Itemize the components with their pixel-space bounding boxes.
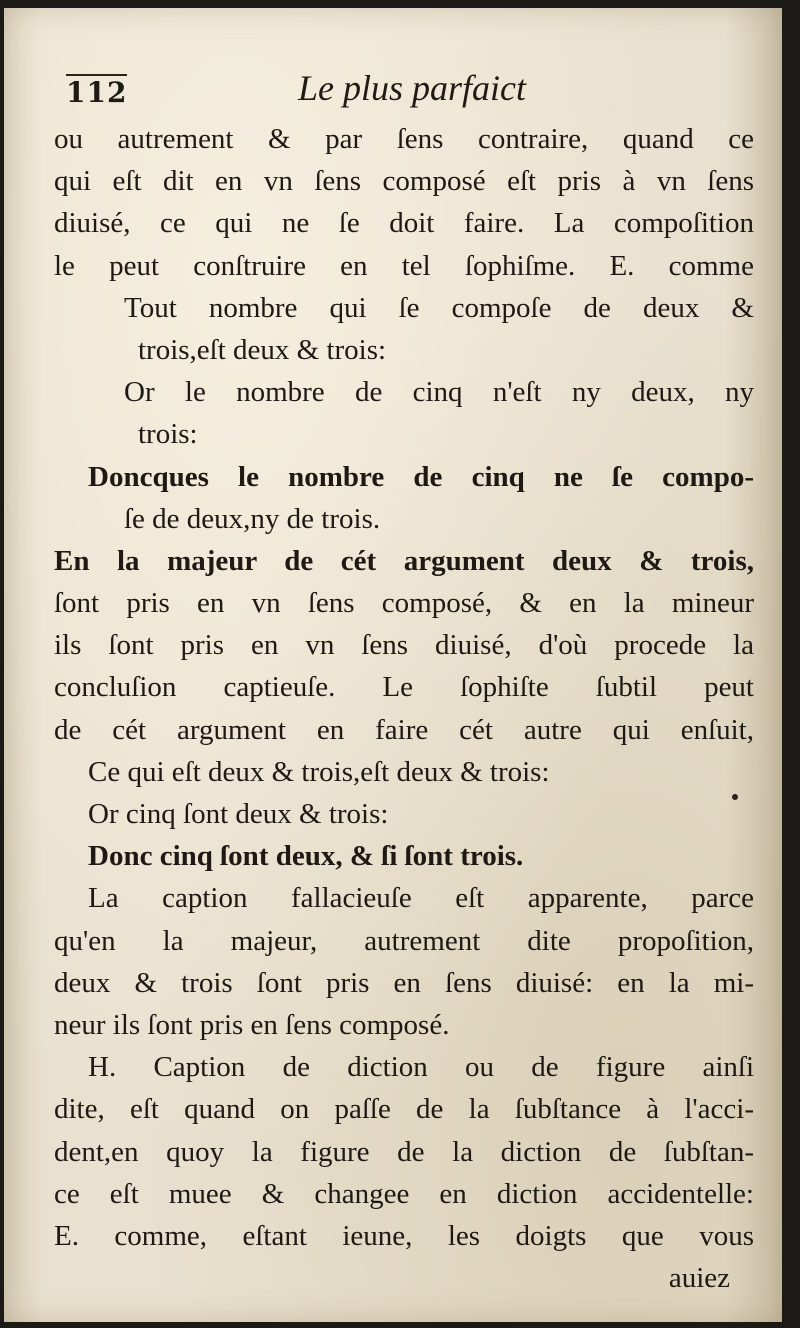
text-line: La caption fallacieuſe eſt apparente, parce <box>88 882 754 915</box>
ink-dot <box>732 794 738 800</box>
catchword: auiez <box>668 1262 730 1295</box>
text-line: Ce qui eſt deux & trois,eſt deux & trois: <box>88 755 550 788</box>
text-line: Donc cinq ſont deux, & ſi ſont trois. <box>88 840 524 873</box>
text-line: qui eſt dit en vn ſens composé eſt pris à vn ſens <box>54 165 754 198</box>
text-line: neur ils ſont pris en ſens composé. <box>54 1008 450 1041</box>
text-line: deux & trois ſont pris en ſens diuisé: en la mi- <box>54 966 754 999</box>
body-text <box>54 118 754 1299</box>
page-number: 112 <box>66 76 128 109</box>
text-line: trois,eſt deux & trois: <box>138 333 387 366</box>
text-line: dent,en quoy la figure de la diction de ſubſtan- <box>54 1135 754 1168</box>
text-line: Tout nombre qui ſe compoſe de deux & <box>124 291 754 324</box>
book-page <box>4 8 782 1322</box>
text-line: ſont pris en vn ſens composé, & en la mineur <box>54 587 754 620</box>
text-line: ou autrement & par ſens contraire, quand ce <box>54 123 754 155</box>
text-line: ils ſont pris en vn ſens diuisé, d'où procede la <box>54 629 754 662</box>
text-line: Or le nombre de cinq n'eſt ny deux, ny <box>124 376 754 409</box>
text-line: qu'en la majeur, autrement dite propoſition, <box>54 924 754 957</box>
text-line: ſe de deux,ny de trois. <box>124 502 381 535</box>
text-line: Or cinq ſont deux & trois: <box>88 798 389 830</box>
text-line: de cét argument en faire cét autre qui enſuit, <box>54 713 754 746</box>
running-head <box>62 66 742 116</box>
text-line: H. Caption de diction ou de figure ainſi <box>88 1051 754 1084</box>
text-line: E. comme, eſtant ieune, les doigts que vous <box>54 1219 754 1252</box>
text-line: le peut conſtruire en tel ſophiſme. E. comme <box>54 249 754 282</box>
text-line: trois: <box>138 418 198 451</box>
running-title: Le plus parfaict <box>298 68 527 108</box>
text-line: concluſion captieuſe. Le ſophiſte ſubtil peut <box>54 671 754 704</box>
text-line: ce eſt muee & changee en diction accidentelle: <box>54 1177 754 1210</box>
text-line: dite, eſt quand on paſſe de la ſubſtance à l'acci- <box>54 1093 754 1126</box>
text-line: diuisé, ce qui ne ſe doit faire. La compoſition <box>54 207 754 240</box>
text-line: En la majeur de cét argument deux & trois, <box>54 544 754 577</box>
text-line: Doncques le nombre de cinq ne ſe compo- <box>88 460 754 493</box>
